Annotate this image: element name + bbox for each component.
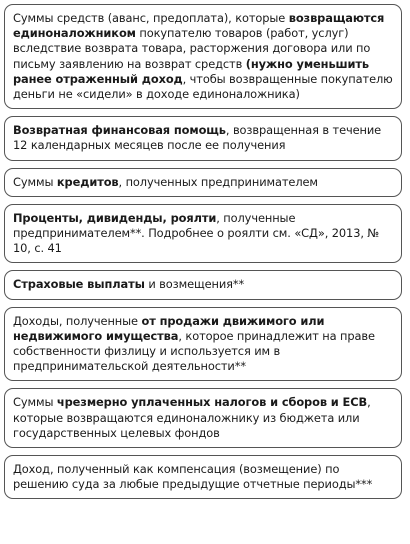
- item-text: и возмещения**: [144, 277, 245, 292]
- item-text-bold: Страховые выплаты: [13, 277, 145, 292]
- item-text: , которое принадлежит на праве собственности физлицу и используется им в предпринимательской деятельности**: [13, 328, 375, 374]
- income-items-list: [4, 4, 402, 499]
- item-court-compensation: [4, 455, 402, 499]
- item-credits: [4, 168, 402, 197]
- item-text: Суммы: [13, 174, 57, 189]
- item-refunded-advances: [4, 4, 402, 109]
- item-property-sale-income: [4, 307, 402, 382]
- item-insurance-payments: [4, 270, 402, 299]
- item-text-bold: Проценты, дивиденды, роялти: [13, 210, 217, 225]
- item-text: покупателю товаров (работ, услуг) вследствие возврата товара, расторжения договора или по письму заявлению на возврат средств: [13, 26, 371, 71]
- item-text-bold: возвращаются единоналожником: [13, 11, 385, 41]
- item-returnable-financial-aid: [4, 116, 402, 160]
- item-text-bold: кредитов: [56, 174, 119, 189]
- item-text: , полученные предпринимателем**. Подробнее о роялти см. «СД», 2013, № 10, с. 41: [13, 210, 380, 256]
- item-text-bold: Возвратная финансовая помощь: [13, 123, 226, 138]
- item-text: , возвращенная в течение 12 календарных месяцев после ее получения: [13, 123, 382, 153]
- item-text-bold: чрезмерно уплаченных налогов и сборов и ЕСВ: [56, 395, 368, 410]
- item-text: , полученных предпринимателем: [118, 174, 318, 189]
- item-overpaid-taxes: [4, 388, 402, 448]
- item-interest-dividends-royalty: [4, 204, 402, 264]
- item-text: , чтобы возвращенные покупателю деньги не «сидели» в доходе единоналожника): [13, 71, 393, 102]
- item-text: , которые возвращаются единоналожнику из бюджета или государственных целевых фондов: [13, 395, 371, 440]
- item-text-bold: от продажи движимого или недвижимого имущества: [13, 313, 325, 343]
- item-text: Суммы: [13, 395, 57, 410]
- item-text: Доходы, полученные: [13, 313, 142, 328]
- item-text-bold: (нужно уменьшить ранее отраженный доход: [13, 56, 370, 86]
- item-text: Суммы средств (аванс, предоплата), которые: [13, 11, 289, 25]
- item-text: Доход, полученный как компенсация (возмещение) по решению суда за любые предыдущие отчетные периоды***: [13, 462, 373, 492]
